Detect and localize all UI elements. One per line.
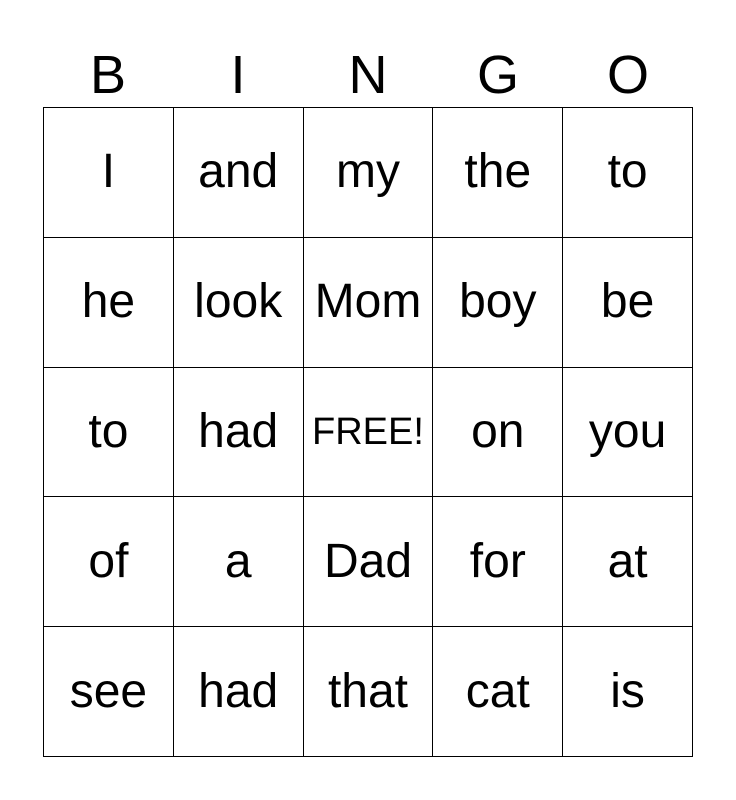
bingo-cell[interactable]: see [44, 627, 174, 757]
bingo-cell[interactable]: look [174, 238, 304, 368]
header-letter-g: G [476, 45, 519, 105]
bingo-cell[interactable]: to [563, 108, 693, 238]
bingo-cell[interactable]: be [563, 238, 693, 368]
bingo-cell[interactable]: you [563, 368, 693, 498]
bingo-cell[interactable]: had [174, 368, 304, 498]
bingo-cell[interactable]: boy [433, 238, 563, 368]
bingo-cell[interactable]: had [174, 627, 304, 757]
header-letter-o: O [606, 45, 649, 105]
header-letter-i: I [230, 45, 246, 105]
header-letter-b: B [89, 45, 127, 105]
bingo-cell[interactable]: at [563, 497, 693, 627]
bingo-cell[interactable]: a [174, 497, 304, 627]
header-letter-n: N [348, 45, 388, 105]
bingo-cell[interactable]: Dad [304, 497, 434, 627]
bingo-cell[interactable]: of [44, 497, 174, 627]
bingo-cell[interactable]: I [44, 108, 174, 238]
bingo-cell[interactable]: Mom [304, 238, 434, 368]
bingo-cell[interactable]: that [304, 627, 434, 757]
bingo-grid [43, 107, 693, 757]
bingo-cell[interactable]: to [44, 368, 174, 498]
bingo-cell[interactable]: he [44, 238, 174, 368]
bingo-cell[interactable]: cat [433, 627, 563, 757]
bingo-cell[interactable]: is [563, 627, 693, 757]
bingo-cell[interactable]: for [433, 497, 563, 627]
free-space-cell[interactable]: FREE! [304, 368, 434, 498]
bingo-cell[interactable]: my [304, 108, 434, 238]
bingo-cell[interactable]: and [174, 108, 304, 238]
bingo-cell[interactable]: the [433, 108, 563, 238]
bingo-header [43, 42, 693, 108]
bingo-cell[interactable]: on [433, 368, 563, 498]
